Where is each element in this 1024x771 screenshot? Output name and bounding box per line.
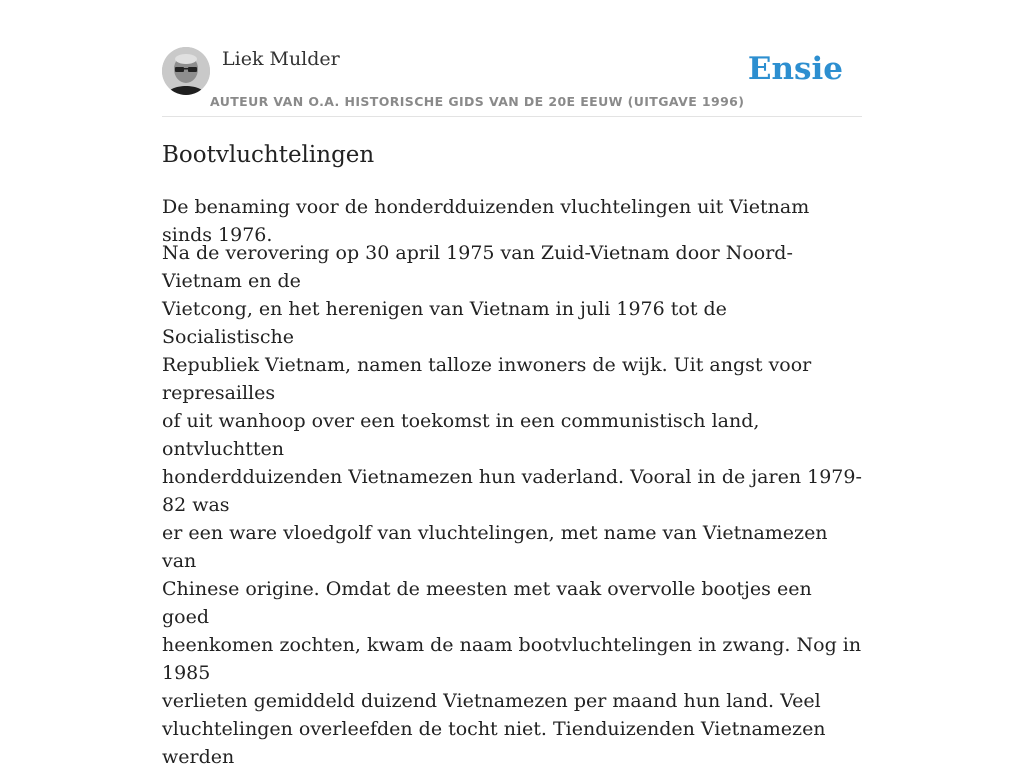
author-header — [162, 0, 862, 117]
body-line: vluchtelingen overleefden de tocht niet. Tienduizenden Vietnamezen werden — [162, 718, 826, 768]
body-line: Republiek Vietnam, namen talloze inwoners de wijk. Uit angst voor represailles — [162, 354, 812, 404]
author-bio: AUTEUR VAN O.A. HISTORISCHE GIDS VAN DE 20E EEUW (UITGAVE 1996) — [210, 94, 745, 109]
body-line: Vietcong, en het herenigen van Vietnam in juli 1976 tot de Socialistische — [162, 298, 727, 348]
avatar-image — [162, 47, 210, 95]
author-name[interactable]: Liek Mulder — [222, 48, 340, 70]
body-line: er een ware vloedgolf van vluchtelingen, met name van Vietnamezen van — [162, 522, 828, 572]
author-avatar[interactable] — [162, 47, 210, 95]
brand-logo[interactable]: Ensie — [747, 51, 843, 87]
article-title: Bootvluchtelingen — [162, 142, 375, 168]
article-lead: De benaming voor de honderdduizenden vluchtelingen uit Vietnam sinds 1976. — [162, 196, 810, 246]
body-line: verlieten gemiddeld duizend Vietnamezen per maand hun land. Veel — [162, 690, 821, 712]
article-body — [162, 239, 862, 771]
body-line: Chinese origine. Omdat de meesten met vaak overvolle bootjes een goed — [162, 578, 812, 628]
body-line: Na de verovering op 30 april 1975 van Zuid-Vietnam door Noord-Vietnam en de — [162, 242, 793, 292]
body-line: honderdduizenden Vietnamezen hun vaderland. Vooral in de jaren 1979-82 was — [162, 466, 862, 516]
body-line: heenkomen zochten, kwam de naam bootvluchtelingen in zwang. Nog in 1985 — [162, 634, 862, 684]
article-container — [162, 0, 862, 768]
body-line: of uit wanhoop over een toekomst in een communistisch land, ontvluchtten — [162, 410, 760, 460]
